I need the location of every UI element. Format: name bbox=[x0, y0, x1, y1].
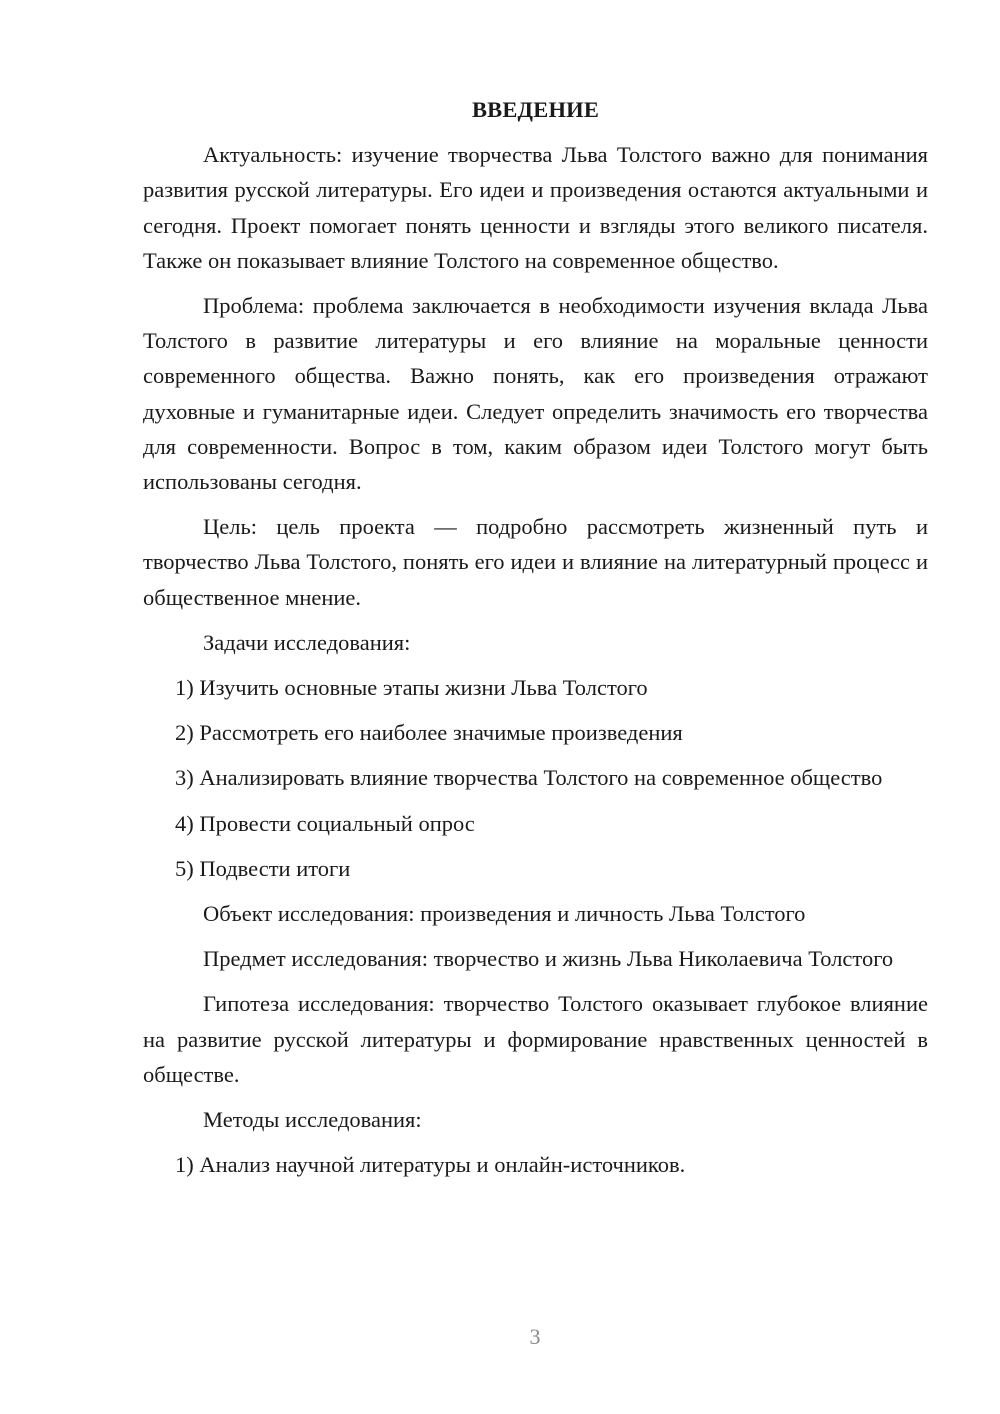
relevance-paragraph: Актуальность: изучение творчества Льва Толстого важно для понимания развития русской литературы. Его идеи и произведения остаются актуальными и сегодня. Проект помогает понять ценности и взгляды этого великого писателя. Также он показывает влияние Толстого на современное общество. bbox=[143, 142, 928, 273]
subject-paragraph: Предмет исследования: творчество и жизнь Льва Николаевича Толстого bbox=[203, 946, 894, 972]
problem-paragraph: Проблема: проблема заключается в необходимости изучения вклада Льва Толстого в развитие литературы и его влияние на моральные ценности современного общества. Важно понять, как его произведения отражают духовные и гуманитарные идеи. Следует определить значимость его творчества для современности. Вопрос в том, каким образом идеи Толстого могут быть использованы сегодня. bbox=[143, 293, 928, 495]
task-item: 1) Изучить основные этапы жизни Льва Толстого bbox=[175, 675, 648, 701]
method-item: 1) Анализ научной литературы и онлайн-источников. bbox=[175, 1152, 686, 1178]
task-item: 4) Провести социальный опрос bbox=[175, 810, 475, 836]
hypothesis-paragraph: Гипотеза исследования: творчество Толстого оказывает глубокое влияние на развитие русской литературы и формирование нравственных ценностей в обществе. bbox=[143, 991, 928, 1087]
goal-paragraph: Цель: цель проекта — подробно рассмотреть жизненный путь и творчество Льва Толстого, понять его идеи и влияние на литературный процесс и общественное мнение. bbox=[143, 514, 928, 610]
task-item: 5) Подвести итоги bbox=[175, 855, 351, 881]
task-item: 3) Анализировать влияние творчества Толстого на современное общество bbox=[175, 765, 883, 791]
object-paragraph: Объект исследования: произведения и личность Льва Толстого bbox=[203, 901, 806, 927]
task-item: 2) Рассмотреть его наиболее значимые произведения bbox=[175, 720, 683, 746]
methods-heading: Методы исследования: bbox=[203, 1107, 422, 1133]
document-page bbox=[143, 92, 928, 1182]
section-title: ВВЕДЕНИЕ bbox=[471, 97, 600, 122]
page-number: 3 bbox=[529, 1324, 541, 1349]
tasks-heading: Задачи исследования: bbox=[203, 629, 411, 655]
